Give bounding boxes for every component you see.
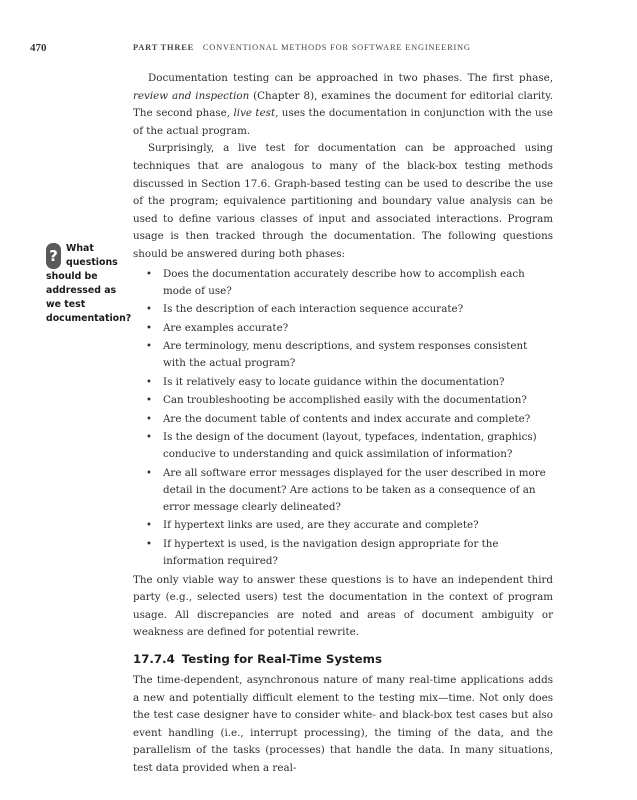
list-item-text: Can troubleshooting be accomplished easily with the documentation? bbox=[163, 394, 527, 407]
list-item-text: Are examples accurate? bbox=[163, 321, 289, 334]
term-review-inspection: review and inspection bbox=[133, 89, 250, 102]
bullet: • bbox=[146, 432, 152, 444]
page-header bbox=[30, 42, 590, 56]
text-run: Documentation testing can be approached in two phases. The first phase, bbox=[148, 72, 553, 84]
subsection-title: Testing for Real-Time Systems bbox=[181, 651, 382, 666]
term-live-test: live test, bbox=[233, 107, 279, 120]
subsection-heading bbox=[133, 650, 553, 668]
list-item bbox=[133, 301, 553, 318]
list-item bbox=[133, 411, 553, 428]
list-item bbox=[133, 536, 553, 570]
list-item bbox=[133, 338, 553, 372]
question-mark-icon: ? bbox=[46, 243, 61, 269]
list-item-text: If hypertext links are used, are they accurate and complete? bbox=[163, 519, 479, 532]
list-item bbox=[133, 266, 553, 300]
list-item bbox=[133, 320, 553, 337]
paragraph-real-time: The time-dependent, asynchronous nature of many real-time applications adds a new and potentially difficult element to the testing mix—time. Not only does the test case designer have to consider white- and black-box test cases but also event handling (i.e., interrupt processing), the timing of the data, and the parallelism of the tasks (processes) that handle the data. In many situations, test data provided when a real- bbox=[133, 673, 553, 774]
question-list bbox=[133, 266, 553, 570]
list-item bbox=[133, 465, 553, 516]
running-head-title: CONVENTIONAL METHODS FOR SOFTWARE ENGINEERING bbox=[202, 43, 471, 52]
list-item-text: Does the documentation accurately describe how to accomplish each mode of use? bbox=[163, 267, 525, 297]
list-item-text: Is the description of each interaction sequence accurate? bbox=[163, 303, 464, 316]
bullet: • bbox=[146, 467, 152, 479]
bullet: • bbox=[146, 395, 152, 407]
bullet: • bbox=[146, 322, 152, 334]
list-item-text: Is it relatively easy to locate guidance within the documentation? bbox=[163, 375, 505, 388]
text-run: (Chapter 8), examines the document for editorial clarity. The second phase, bbox=[133, 89, 553, 120]
list-item bbox=[133, 517, 553, 534]
subsection-number: 17.7.4 bbox=[133, 651, 175, 666]
bullet: • bbox=[146, 413, 152, 425]
bullet: • bbox=[146, 268, 152, 280]
list-item bbox=[133, 392, 553, 409]
margin-note bbox=[46, 242, 132, 326]
margin-note-text: What questions should be addressed as we test documentation? bbox=[46, 243, 132, 324]
paragraph-intro bbox=[133, 70, 553, 140]
list-item-text: Are terminology, menu descriptions, and system responses consistent with the actual program? bbox=[163, 340, 528, 370]
bullet: • bbox=[146, 376, 152, 388]
text-run: uses the documentation in conjunction with the use of the actual program. bbox=[133, 107, 554, 137]
list-item-text: Are all software error messages displayed for the user described in more detail in the document? Are actions to be taken as a consequence of an error message clearly delineated? bbox=[163, 466, 546, 513]
list-item-text: Is the design of the document (layout, typefaces, indentation, graphics) conducive to understanding and quick assimilation of information? bbox=[163, 431, 537, 461]
part-label: PART THREE bbox=[133, 43, 194, 52]
bullet: • bbox=[146, 341, 152, 353]
paragraph-live-test: Surprisingly, a live test for documentation can be approached using techniques that are analogous to many of the black-box testing methods discussed in Section 17.6. Graph-based testing can be used to describe the use of the program; equivalence partitioning and boundary value analysis can be used to define various classes of input and associated interactions. Program usage is then tracked through the documentation. The following questions should be answered during both phases: bbox=[133, 142, 553, 260]
list-item bbox=[133, 374, 553, 391]
bullet: • bbox=[146, 538, 152, 550]
body-text bbox=[133, 70, 553, 777]
page-number: 470 bbox=[30, 42, 47, 54]
paragraph-third-party: The only viable way to answer these questions is to have an independent third party (e.g., selected users) test the documentation in the context of program usage. All discrepancies are noted and areas of document ambiguity or weakness are defined for potential rewrite. bbox=[133, 573, 553, 639]
list-item bbox=[133, 429, 553, 463]
bullet: • bbox=[146, 304, 152, 316]
running-head bbox=[133, 43, 471, 52]
list-item-text: If hypertext is used, is the navigation design appropriate for the information required? bbox=[163, 537, 499, 567]
bullet: • bbox=[146, 520, 152, 532]
list-item-text: Are the document table of contents and index accurate and complete? bbox=[163, 412, 531, 425]
